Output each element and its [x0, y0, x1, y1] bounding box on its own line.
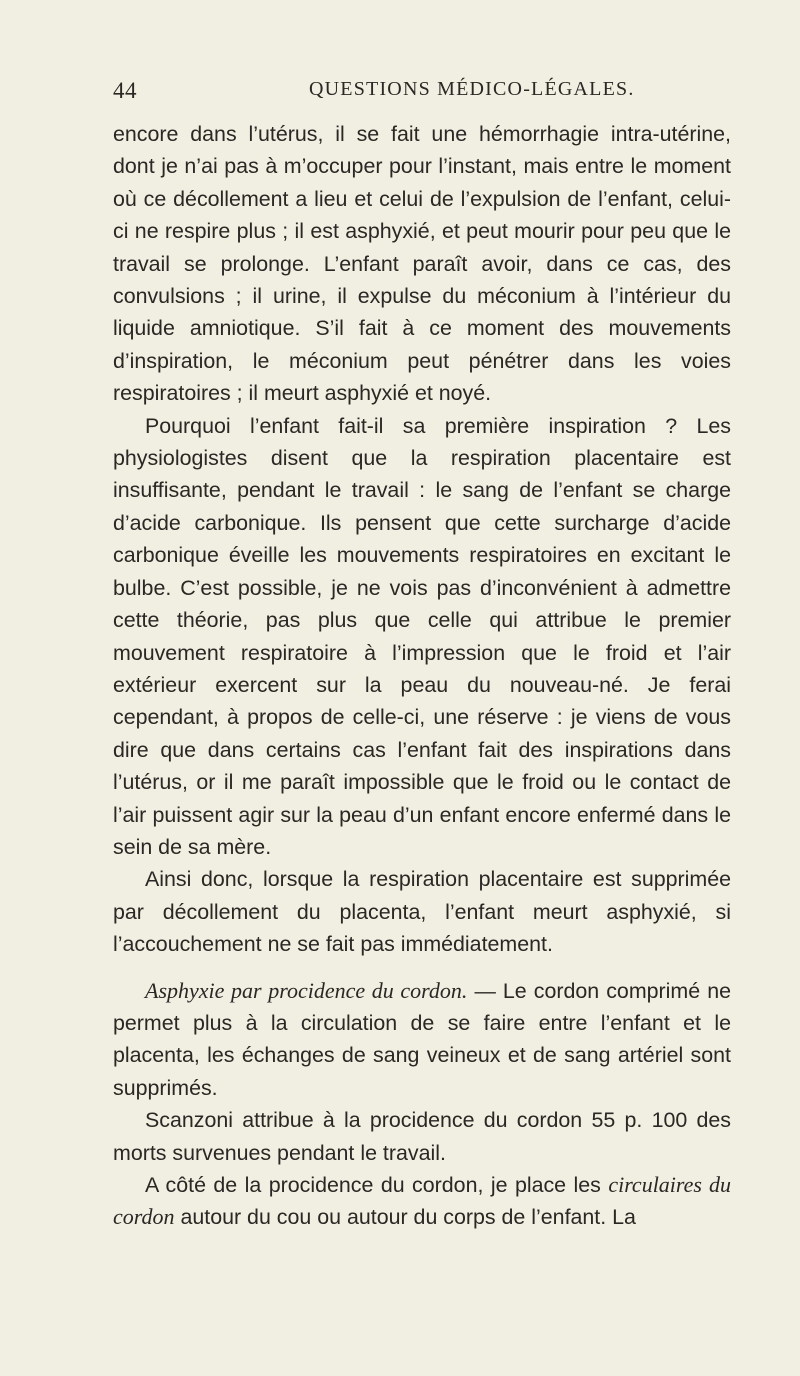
- page-header: [113, 78, 728, 108]
- running-title: QUESTIONS MÉDICO-LÉGALES.: [309, 78, 635, 100]
- emphasis-circulaires-du-cordon: circulaires du cordon: [113, 1172, 731, 1230]
- paragraph-6-end: autour du cou ou autour du corps de l’enfant. La: [174, 1205, 636, 1230]
- paragraph-6: [113, 1169, 731, 1234]
- paragraph-4: [113, 975, 731, 1105]
- body-text: [113, 118, 731, 1234]
- paragraph-3: Ainsi donc, lorsque la respiration placentaire est supprimée par décollement du placenta, l’enfant meurt asphyxié, si l’accouchement ne se fait pas immédiatement.: [113, 867, 731, 957]
- page-number: 44: [113, 78, 137, 103]
- paragraph-1: encore dans l’utérus, il se fait une hémorrhagie intra-utérine, dont je n’ai pas à m’occuper pour l’instant, mais entre le moment où ce décollement a lieu et celui de l’expulsion de l’enfant, celui-ci ne respire plus ; il est asphyxié, et peut mourir pour peu que le travail se prolonge. L’enfant paraît avoir, dans ce cas, des convulsions ; il urine, il expulse du méconium à l’intérieur du liquide amniotique. S’il fait à ce moment des mouvements d’inspiration, le méconium peut pénétrer dans les voies respiratoires ; il meurt asphyxié et noyé.: [113, 122, 731, 406]
- section-heading-asphyxie-procidence: Asphyxie par procidence du cordon.: [145, 977, 468, 1003]
- paragraph-5: Scanzoni attribue à la procidence du cordon 55 p. 100 des morts survenues pendant le travail.: [113, 1108, 731, 1165]
- paragraph-6-start: A côté de la procidence du cordon, je place les: [145, 1173, 609, 1197]
- paragraph-4-text: — Le cordon comprimé ne permet plus à la circulation de se faire entre l’enfant et le placenta, les échanges de sang veineux et de sang artériel sont supprimés.: [113, 978, 731, 1100]
- paragraph-2: Pourquoi l’enfant fait-il sa première inspiration ? Les physiologistes disent que la respiration placentaire est insuffisante, pendant le travail : le sang de l’enfant se charge d’acide carbonique. Ils pensent que cette surcharge d’acide carbonique éveille les mouvements respiratoires en excitant le bulbe. C’est possible, je ne vois pas d’inconvénient à admettre cette théorie, pas plus que celle qui attribue le premier mouvement respiratoire à l’impression que le froid et l’air extérieur exercent sur la peau du nouveau-né. Je ferai cependant, à propos de celle-ci, une réserve : je viens de vous dire que dans certains cas l’enfant fait des inspirations dans l’utérus, or il me paraît impossible que le froid ou le contact de l’air puissent agir sur la peau d’un enfant encore enfermé dans le sein de sa mère.: [113, 413, 731, 859]
